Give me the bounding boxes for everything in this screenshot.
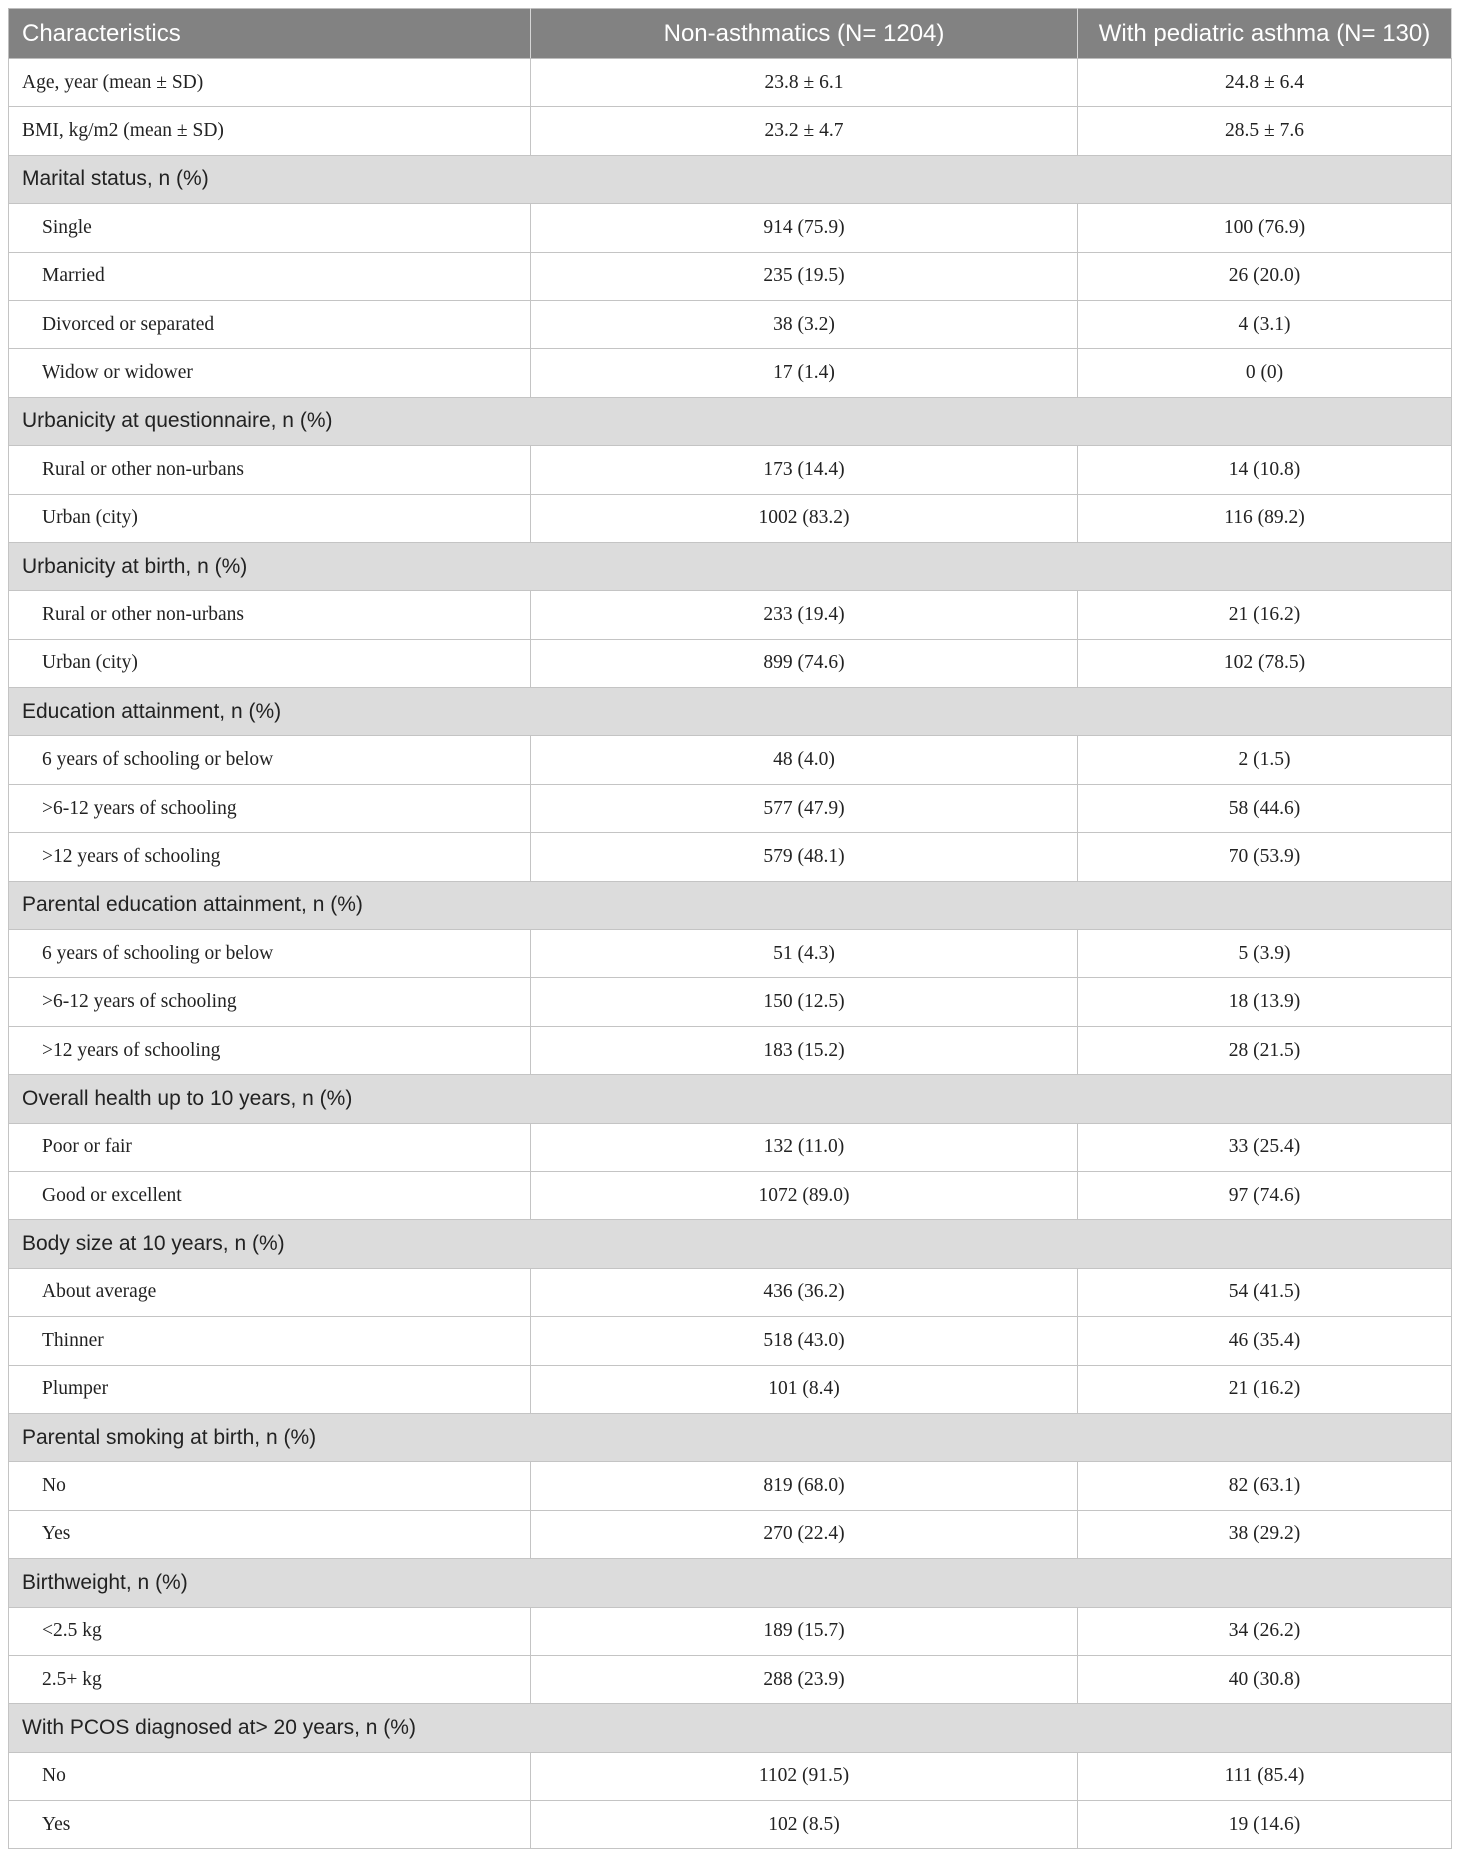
table-row (9, 252, 1452, 300)
section-header-row (9, 1075, 1452, 1123)
row-label: Rural or other non-urbans (9, 446, 531, 494)
section-header-row (9, 1559, 1452, 1607)
pediatric-asthma-value: 14 (10.8) (1078, 446, 1452, 494)
pediatric-asthma-value: 26 (20.0) (1078, 252, 1452, 300)
non-asthmatics-value: 183 (15.2) (531, 1026, 1078, 1074)
table-row (9, 639, 1452, 687)
row-label: >6-12 years of schooling (9, 978, 531, 1026)
non-asthmatics-value: 1002 (83.2) (531, 494, 1078, 542)
non-asthmatics-value: 819 (68.0) (531, 1462, 1078, 1510)
section-title: Marital status, n (%) (9, 155, 1452, 203)
pediatric-asthma-value: 33 (25.4) (1078, 1123, 1452, 1171)
table-row (9, 1365, 1452, 1413)
row-label: BMI, kg/m2 (mean ± SD) (9, 107, 531, 155)
pediatric-asthma-value: 5 (3.9) (1078, 930, 1452, 978)
pediatric-asthma-value: 54 (41.5) (1078, 1268, 1452, 1316)
non-asthmatics-value: 1072 (89.0) (531, 1171, 1078, 1219)
header-pediatric-asthma: With pediatric asthma (N= 130) (1078, 9, 1452, 59)
section-header-row (9, 542, 1452, 590)
table-row (9, 300, 1452, 348)
row-label: Poor or fair (9, 1123, 531, 1171)
non-asthmatics-value: 233 (19.4) (531, 591, 1078, 639)
row-label: >6-12 years of schooling (9, 784, 531, 832)
section-header-row (9, 688, 1452, 736)
row-label: >12 years of schooling (9, 833, 531, 881)
non-asthmatics-value: 577 (47.9) (531, 784, 1078, 832)
row-label: About average (9, 1268, 531, 1316)
non-asthmatics-value: 102 (8.5) (531, 1801, 1078, 1849)
non-asthmatics-value: 270 (22.4) (531, 1510, 1078, 1558)
table-row (9, 107, 1452, 155)
table-header-row (9, 9, 1452, 59)
row-label: Single (9, 204, 531, 252)
pediatric-asthma-value: 28 (21.5) (1078, 1026, 1452, 1074)
row-label: No (9, 1752, 531, 1800)
section-title: Body size at 10 years, n (%) (9, 1220, 1452, 1268)
section-title: Birthweight, n (%) (9, 1559, 1452, 1607)
table-row (9, 591, 1452, 639)
section-title: Education attainment, n (%) (9, 688, 1452, 736)
pediatric-asthma-value: 70 (53.9) (1078, 833, 1452, 881)
table-row (9, 1655, 1452, 1703)
characteristics-table (8, 8, 1452, 1849)
row-label: Rural or other non-urbans (9, 591, 531, 639)
table-row (9, 736, 1452, 784)
table-row (9, 833, 1452, 881)
non-asthmatics-value: 288 (23.9) (531, 1655, 1078, 1703)
row-label: Good or excellent (9, 1171, 531, 1219)
row-label: Yes (9, 1801, 531, 1849)
non-asthmatics-value: 101 (8.4) (531, 1365, 1078, 1413)
non-asthmatics-value: 38 (3.2) (531, 300, 1078, 348)
pediatric-asthma-value: 19 (14.6) (1078, 1801, 1452, 1849)
pediatric-asthma-value: 100 (76.9) (1078, 204, 1452, 252)
row-label: 6 years of schooling or below (9, 930, 531, 978)
table-row (9, 1317, 1452, 1365)
table-container (8, 8, 1451, 1849)
table-row (9, 1510, 1452, 1558)
section-title: Urbanicity at questionnaire, n (%) (9, 397, 1452, 445)
row-label: No (9, 1462, 531, 1510)
non-asthmatics-value: 518 (43.0) (531, 1317, 1078, 1365)
table-row (9, 930, 1452, 978)
row-label: 2.5+ kg (9, 1655, 531, 1703)
row-label: Married (9, 252, 531, 300)
table-row (9, 784, 1452, 832)
section-title: With PCOS diagnosed at> 20 years, n (%) (9, 1704, 1452, 1752)
pediatric-asthma-value: 97 (74.6) (1078, 1171, 1452, 1219)
pediatric-asthma-value: 21 (16.2) (1078, 591, 1452, 639)
header-characteristics: Characteristics (9, 9, 531, 59)
pediatric-asthma-value: 0 (0) (1078, 349, 1452, 397)
pediatric-asthma-value: 21 (16.2) (1078, 1365, 1452, 1413)
non-asthmatics-value: 23.2 ± 4.7 (531, 107, 1078, 155)
table-header (9, 9, 1452, 59)
pediatric-asthma-value: 34 (26.2) (1078, 1607, 1452, 1655)
non-asthmatics-value: 235 (19.5) (531, 252, 1078, 300)
pediatric-asthma-value: 102 (78.5) (1078, 639, 1452, 687)
non-asthmatics-value: 17 (1.4) (531, 349, 1078, 397)
pediatric-asthma-value: 46 (35.4) (1078, 1317, 1452, 1365)
table-row (9, 446, 1452, 494)
row-label: <2.5 kg (9, 1607, 531, 1655)
table-row (9, 494, 1452, 542)
table-row (9, 1752, 1452, 1800)
section-header-row (9, 1704, 1452, 1752)
pediatric-asthma-value: 4 (3.1) (1078, 300, 1452, 348)
pediatric-asthma-value: 116 (89.2) (1078, 494, 1452, 542)
pediatric-asthma-value: 18 (13.9) (1078, 978, 1452, 1026)
table-row (9, 1462, 1452, 1510)
non-asthmatics-value: 150 (12.5) (531, 978, 1078, 1026)
non-asthmatics-value: 914 (75.9) (531, 204, 1078, 252)
section-title: Overall health up to 10 years, n (%) (9, 1075, 1452, 1123)
section-title: Urbanicity at birth, n (%) (9, 542, 1452, 590)
row-label: Urban (city) (9, 639, 531, 687)
row-label: Widow or widower (9, 349, 531, 397)
section-header-row (9, 1220, 1452, 1268)
table-row (9, 1607, 1452, 1655)
section-title: Parental education attainment, n (%) (9, 881, 1452, 929)
table-row (9, 59, 1452, 107)
non-asthmatics-value: 173 (14.4) (531, 446, 1078, 494)
pediatric-asthma-value: 2 (1.5) (1078, 736, 1452, 784)
row-label: Plumper (9, 1365, 531, 1413)
table-row (9, 349, 1452, 397)
pediatric-asthma-value: 82 (63.1) (1078, 1462, 1452, 1510)
table-row (9, 978, 1452, 1026)
non-asthmatics-value: 899 (74.6) (531, 639, 1078, 687)
pediatric-asthma-value: 24.8 ± 6.4 (1078, 59, 1452, 107)
table-body (9, 59, 1452, 1849)
non-asthmatics-value: 436 (36.2) (531, 1268, 1078, 1316)
row-label: Thinner (9, 1317, 531, 1365)
table-row (9, 1026, 1452, 1074)
table-row (9, 1801, 1452, 1849)
table-row (9, 204, 1452, 252)
row-label: >12 years of schooling (9, 1026, 531, 1074)
table-row (9, 1268, 1452, 1316)
section-header-row (9, 155, 1452, 203)
pediatric-asthma-value: 38 (29.2) (1078, 1510, 1452, 1558)
non-asthmatics-value: 132 (11.0) (531, 1123, 1078, 1171)
table-row (9, 1171, 1452, 1219)
section-header-row (9, 397, 1452, 445)
row-label: Yes (9, 1510, 531, 1558)
non-asthmatics-value: 1102 (91.5) (531, 1752, 1078, 1800)
non-asthmatics-value: 51 (4.3) (531, 930, 1078, 978)
non-asthmatics-value: 48 (4.0) (531, 736, 1078, 784)
section-header-row (9, 881, 1452, 929)
pediatric-asthma-value: 58 (44.6) (1078, 784, 1452, 832)
row-label: Urban (city) (9, 494, 531, 542)
non-asthmatics-value: 579 (48.1) (531, 833, 1078, 881)
header-non-asthmatics: Non-asthmatics (N= 1204) (531, 9, 1078, 59)
pediatric-asthma-value: 40 (30.8) (1078, 1655, 1452, 1703)
row-label: 6 years of schooling or below (9, 736, 531, 784)
section-header-row (9, 1413, 1452, 1461)
non-asthmatics-value: 23.8 ± 6.1 (531, 59, 1078, 107)
non-asthmatics-value: 189 (15.7) (531, 1607, 1078, 1655)
row-label: Age, year (mean ± SD) (9, 59, 531, 107)
row-label: Divorced or separated (9, 300, 531, 348)
table-row (9, 1123, 1452, 1171)
pediatric-asthma-value: 28.5 ± 7.6 (1078, 107, 1452, 155)
section-title: Parental smoking at birth, n (%) (9, 1413, 1452, 1461)
pediatric-asthma-value: 111 (85.4) (1078, 1752, 1452, 1800)
